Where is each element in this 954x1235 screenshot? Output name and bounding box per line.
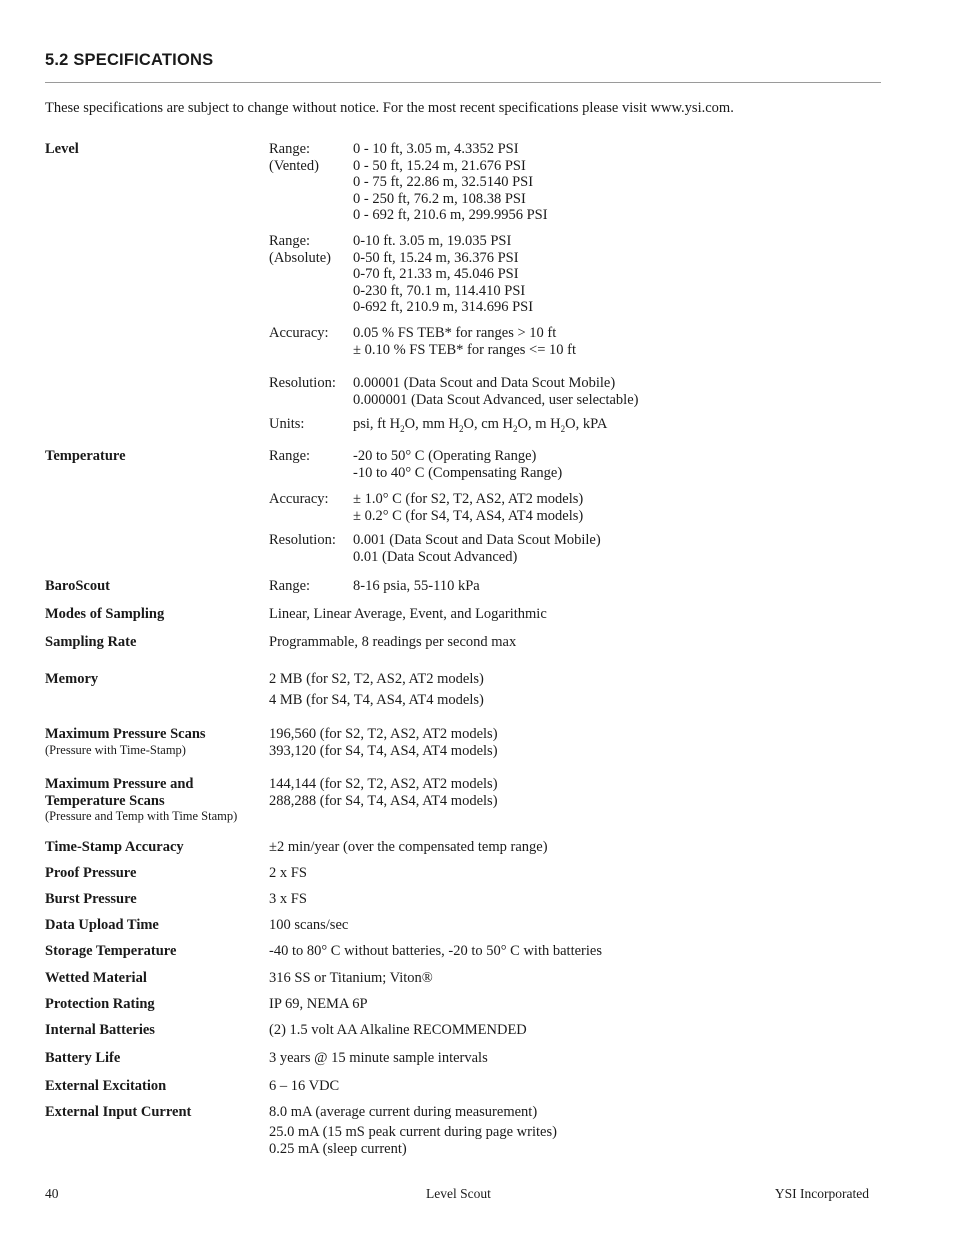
- spec-value: 2 MB (for S2, T2, AS2, AT2 models) 4 MB (for S4, T4, AS4, AT4 models): [269, 671, 484, 708]
- spec-value: 100 scans/sec: [269, 917, 349, 933]
- spec-value: Programmable, 8 readings per second max: [269, 634, 517, 650]
- resolution-label: Resolution:: [269, 375, 336, 391]
- resolution-label: Resolution:: [269, 532, 336, 548]
- units-label: Units:: [269, 416, 305, 432]
- spec-label: Proof Pressure: [45, 865, 137, 881]
- range-values: 8-16 psia, 55-110 kPa: [353, 578, 480, 594]
- accuracy-values: ± 1.0° C (for S2, T2, AS2, AT2 models) ± 0.2° C (for S4, T4, AS4, AT4 models): [353, 491, 584, 524]
- range-vented-label: Range: (Vented): [269, 141, 319, 174]
- footer-company: YSI Incorporated: [774, 1186, 869, 1201]
- spec-label: Time-Stamp Accuracy: [45, 839, 184, 855]
- spec-label: Maximum Pressure and Temperature Scans (Pressure and Temp with Time Stamp): [45, 776, 238, 823]
- spec-label: External Input Current: [45, 1104, 192, 1120]
- spec-value: ±2 min/year (over the compensated temp range): [269, 839, 548, 855]
- spec-value: 196,560 (for S2, T2, AS2, AT2 models) 393,120 (for S4, T4, AS4, AT4 models): [269, 726, 498, 759]
- range-absolute-label: Range: (Absolute): [269, 233, 332, 266]
- heading-divider: [45, 82, 881, 83]
- spec-value: -40 to 80° C without batteries, -20 to 50° C with batteries: [269, 943, 602, 959]
- spec-label: Temperature: [45, 448, 126, 464]
- section-heading: 5.2 SPECIFICATIONS: [45, 51, 214, 69]
- spec-value: 3 x FS: [269, 891, 307, 907]
- spec-label: Protection Rating: [45, 996, 155, 1012]
- spec-value: 6 – 16 VDC: [269, 1078, 340, 1094]
- spec-value: 3 years @ 15 minute sample intervals: [269, 1050, 488, 1066]
- range-values: -20 to 50° C (Operating Range) -10 to 40° C (Compensating Range): [353, 448, 563, 481]
- spec-label: Maximum Pressure Scans (Pressure with Time-Stamp): [45, 726, 206, 757]
- spec-value: (2) 1.5 volt AA Alkaline RECOMMENDED: [269, 1022, 527, 1038]
- spec-label: Battery Life: [45, 1050, 121, 1066]
- spec-label: Memory: [45, 671, 99, 687]
- intro-text: These specifications are subject to change without notice. For the most recent specifications please visit www.ysi.com.: [45, 100, 734, 116]
- footer-title: Level Scout: [426, 1186, 491, 1201]
- accuracy-label: Accuracy:: [269, 491, 329, 507]
- accuracy-label: Accuracy:: [269, 325, 329, 341]
- accuracy-values: 0.05 % FS TEB* for ranges > 10 ft ± 0.10 % FS TEB* for ranges <= 10 ft: [353, 325, 577, 358]
- spec-value: 144,144 (for S2, T2, AS2, AT2 models) 288,288 (for S4, T4, AS4, AT4 models): [269, 776, 498, 809]
- resolution-values: 0.001 (Data Scout and Data Scout Mobile) 0.01 (Data Scout Advanced): [353, 532, 601, 565]
- spec-label: Wetted Material: [45, 970, 147, 986]
- spec-label: Data Upload Time: [45, 917, 159, 933]
- spec-value: Linear, Linear Average, Event, and Logarithmic: [269, 606, 547, 622]
- spec-label: Sampling Rate: [45, 634, 137, 650]
- spec-value: IP 69, NEMA 6P: [269, 996, 368, 1012]
- spec-value: 8.0 mA (average current during measurement) 25.0 mA (15 mS peak current during page writes) 0.25 mA (sleep current): [269, 1104, 557, 1157]
- range-vented-values: 0 - 10 ft, 3.05 m, 4.3352 PSI 0 - 50 ft, 15.24 m, 21.676 PSI 0 - 75 ft, 22.86 m, 32.5140 PSI 0 - 250 ft, 76.2 m, 108.38 PSI 0 - 692 ft, 210.6 m, 299.9956 PSI: [353, 141, 548, 223]
- units-values: psi, ft $H_2O$, mm $H_2O$, cm $H_2O$, m $H_2O$, kPA: [353, 416, 608, 434]
- range-absolute-values: 0-10 ft. 3.05 m, 19.035 PSI 0-50 ft, 15.24 m, 36.376 PSI 0-70 ft, 21.33 m, 45.046 PSI 0-230 ft, 70.1 m, 114.410 PSI 0-692 ft, 210.9 m, 314.696 PSI: [353, 233, 534, 315]
- spec-label: Burst Pressure: [45, 891, 137, 907]
- spec-label: Level: [45, 141, 79, 157]
- spec-label: Storage Temperature: [45, 943, 177, 959]
- spec-label: Modes of Sampling: [45, 606, 165, 622]
- spec-label: Internal Batteries: [45, 1022, 155, 1038]
- range-label: Range:: [269, 578, 311, 594]
- spec-label: BaroScout: [45, 578, 110, 594]
- range-label: Range:: [269, 448, 311, 464]
- spec-label: External Excitation: [45, 1078, 167, 1094]
- resolution-values: 0.00001 (Data Scout and Data Scout Mobile) 0.000001 (Data Scout Advanced, user selectable): [353, 375, 639, 408]
- spec-value: 2 x FS: [269, 865, 307, 881]
- spec-value: 316 SS or Titanium; Viton®: [269, 970, 433, 986]
- page-number: 40: [45, 1186, 59, 1201]
